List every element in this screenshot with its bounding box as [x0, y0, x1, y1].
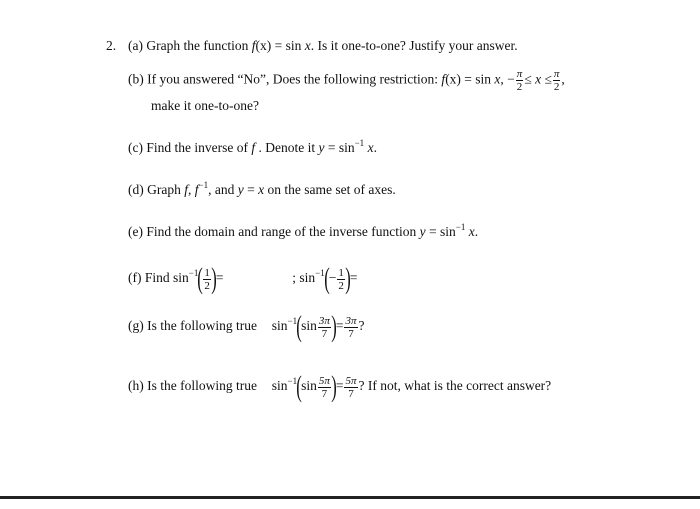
part-c-f: f: [251, 140, 256, 155]
one-half-fraction: [337, 267, 345, 292]
part-c-label: (c): [128, 140, 143, 155]
part-c-y: y: [318, 140, 325, 155]
part-b-trail: ,: [561, 71, 565, 87]
part-b-label: (b): [128, 71, 144, 87]
part-a-label: (a): [128, 38, 143, 53]
part-f-minus: −: [328, 270, 337, 286]
part-d-comma: ,: [188, 182, 192, 197]
part-h: [128, 372, 551, 402]
part-f-eq: =: [215, 270, 224, 286]
part-c-period: .: [373, 140, 377, 155]
part-c: [128, 138, 377, 156]
part-f-eq2: =: [349, 270, 358, 286]
left-paren: (: [296, 310, 302, 343]
five-pi-over-7-fraction: [318, 375, 331, 400]
part-b-line2: make it one-to-one?: [151, 98, 259, 113]
right-paren: ): [331, 310, 337, 343]
part-h-question: ?: [358, 378, 365, 394]
part-d-text: Graph: [147, 182, 181, 197]
part-b-comma: ,: [500, 71, 504, 87]
pi-over-2-fraction: [553, 68, 561, 93]
part-b: [128, 68, 565, 93]
part-f-semicolon: ;: [292, 270, 296, 286]
one-half-fraction: [203, 267, 211, 292]
part-f-label: (f): [128, 270, 142, 286]
part-c-eq: = sin: [327, 140, 355, 155]
fraction-denominator: 7: [348, 327, 354, 340]
part-e: [128, 222, 478, 240]
part-a-f: f: [251, 38, 256, 53]
part-f-sup: −1: [188, 268, 199, 279]
fraction-numerator: π: [553, 68, 560, 80]
part-g-sup: −1: [287, 316, 298, 327]
left-paren: (: [323, 262, 330, 295]
part-e-eq: = sin: [429, 224, 456, 239]
part-a: [128, 38, 518, 54]
fraction-denominator: 2: [553, 81, 560, 93]
five-pi-over-7-fraction: [344, 375, 357, 400]
part-h-sin-outer: sin: [271, 378, 288, 394]
right-paren: ): [345, 262, 351, 295]
fraction-numerator: π: [516, 68, 523, 80]
part-f: [128, 264, 357, 294]
part-e-y: y: [419, 224, 426, 239]
fraction-denominator: 7: [348, 387, 354, 400]
part-d-f2: f: [194, 182, 199, 197]
fraction-numerator: 1: [204, 266, 210, 279]
part-a-eq: (x) = sin: [255, 38, 302, 53]
part-b-x: x: [494, 71, 501, 87]
part-b-eq: (x) = sin: [445, 71, 492, 87]
part-b-minus: −: [507, 71, 515, 87]
part-e-sup: −1: [455, 222, 466, 232]
part-e-period: .: [474, 224, 479, 239]
right-paren: ): [211, 262, 217, 295]
part-e-text: Find the domain and range of the inverse function: [146, 224, 417, 239]
fraction-numerator: 1: [338, 266, 344, 279]
bottom-divider: [0, 496, 700, 499]
part-g-sin-inner: sin: [301, 318, 317, 334]
part-g-sin-outer: sin: [271, 318, 288, 334]
left-paren: (: [197, 262, 204, 295]
part-d-label: (d): [128, 182, 144, 197]
three-pi-over-7-fraction: [344, 315, 357, 340]
part-g-label: (g): [128, 318, 144, 334]
part-h-label: (h): [128, 378, 144, 394]
part-g-question: ?: [358, 318, 365, 334]
part-g-eq: =: [335, 318, 344, 334]
part-c-x: x: [367, 140, 374, 155]
part-d-eq: =: [247, 182, 255, 197]
part-d-y: y: [237, 182, 244, 197]
part-h-eq: =: [335, 378, 344, 394]
fraction-denominator: 2: [516, 81, 523, 93]
fraction-numerator: 3π: [345, 314, 357, 327]
fraction-denominator: 2: [204, 279, 210, 292]
part-f-sin2: sin: [299, 270, 316, 286]
part-f-sup2: −1: [315, 268, 325, 279]
part-a-x: x: [304, 38, 311, 53]
part-c-sup: −1: [354, 138, 365, 148]
part-c-text2: . Denote it: [258, 140, 316, 155]
part-h-text: Is the following true: [147, 378, 257, 394]
part-d-sup: −1: [198, 180, 209, 190]
leq-symbol: ≤: [524, 71, 532, 87]
part-e-x: x: [468, 224, 475, 239]
problem-number: 2.: [106, 38, 117, 53]
part-d-f1: f: [184, 182, 189, 197]
part-d: [128, 180, 396, 198]
part-h-text2: If not, what is the correct answer?: [367, 378, 552, 394]
fraction-numerator: 5π: [318, 374, 330, 387]
right-paren: ): [331, 370, 337, 403]
pi-over-2-fraction: [516, 68, 524, 93]
part-g: [128, 312, 365, 342]
three-pi-over-7-fraction: [318, 315, 331, 340]
part-h-sin-inner: sin: [301, 378, 317, 394]
part-d-text2: , and: [208, 182, 235, 197]
leq-symbol: ≤: [544, 71, 552, 87]
fraction-denominator: 7: [321, 327, 328, 340]
fraction-numerator: 5π: [345, 374, 357, 387]
part-a-text: Graph the function: [146, 38, 249, 53]
part-d-text3: on the same set of axes.: [267, 182, 396, 197]
part-b-f: f: [441, 71, 446, 87]
part-h-sup: −1: [287, 376, 298, 387]
fraction-numerator: 3π: [318, 314, 330, 327]
fraction-denominator: 2: [338, 279, 344, 292]
part-e-label: (e): [128, 224, 143, 239]
part-f-text: Find sin: [144, 270, 189, 286]
part-b-xvar: x: [535, 71, 542, 87]
left-paren: (: [296, 370, 302, 403]
part-d-x: x: [258, 182, 265, 197]
part-c-text: Find the inverse of: [146, 140, 248, 155]
part-a-text2: . Is it one-to-one? Justify your answer.: [310, 38, 518, 53]
part-b-text: If you answered “No”, Does the following restriction:: [147, 71, 439, 87]
fraction-denominator: 7: [321, 387, 328, 400]
part-g-text: Is the following true: [147, 318, 257, 334]
